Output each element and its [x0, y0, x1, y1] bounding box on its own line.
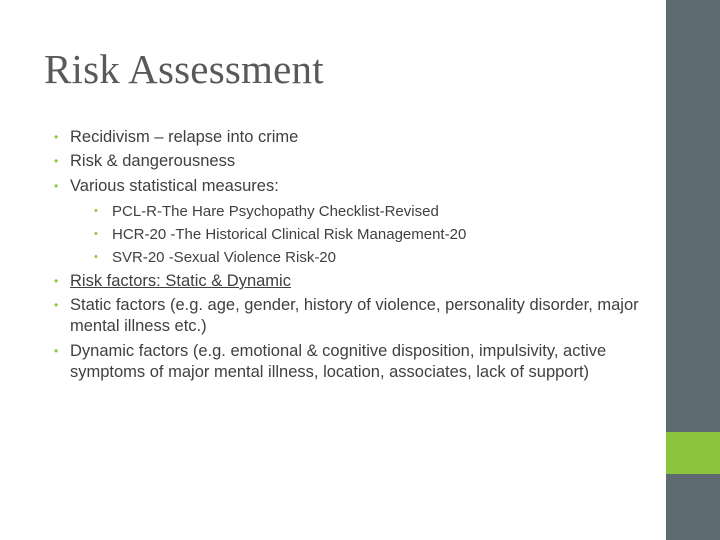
decorative-sidebar: [666, 0, 720, 540]
bullet-item: [52, 295, 652, 338]
bullet-icon: •: [54, 178, 59, 193]
sub-bullet-text: PCL-R-The Hare Psychopathy Checklist-Revised: [112, 202, 439, 220]
bullet-icon: •: [54, 273, 59, 288]
bullet-item: [52, 271, 652, 292]
sidebar-dark-band-bottom: [666, 474, 720, 540]
sub-bullet-icon: •: [94, 204, 98, 217]
bullet-text: Dynamic factors (e.g. emotional & cognitive disposition, impulsivity, active symptoms of major mental illness, location, associates, lack of support): [70, 341, 607, 382]
bullet-list: [52, 127, 652, 383]
sidebar-dark-band: [666, 0, 720, 432]
bullet-item: [52, 127, 652, 148]
sub-bullet-text: HCR-20 -The Historical Clinical Risk Management-20: [112, 225, 467, 243]
bullet-item: [52, 176, 652, 267]
bullet-icon: •: [54, 130, 59, 144]
bullet-text: Various statistical measures:: [70, 176, 279, 195]
slide-content: [52, 127, 652, 386]
bullet-icon: •: [54, 154, 59, 169]
bullet-icon: •: [54, 343, 59, 358]
bullet-text: Static factors (e.g. age, gender, history of violence, personality disorder, major mental illness etc.): [70, 296, 639, 336]
bullet-text-underlined: Risk factors: Static & Dynamic: [70, 271, 291, 290]
bullet-item: [52, 341, 652, 384]
sub-bullet-item: [92, 202, 652, 221]
sidebar-accent-band: [666, 432, 720, 474]
slide-title: Risk Assessment: [44, 46, 324, 92]
sub-bullet-icon: •: [94, 250, 98, 263]
sub-bullet-text: SVR-20 -Sexual Violence Risk-20: [112, 248, 336, 266]
bullet-text: Recidivism – relapse into crime: [70, 128, 299, 146]
sub-bullet-item: [92, 225, 652, 244]
bullet-icon: •: [54, 298, 59, 313]
sub-bullet-icon: •: [94, 227, 98, 240]
bullet-text: Risk & dangerousness: [70, 152, 236, 171]
bullet-item: [52, 151, 652, 172]
sub-bullet-list: [92, 202, 652, 267]
sub-bullet-item: [92, 248, 652, 267]
